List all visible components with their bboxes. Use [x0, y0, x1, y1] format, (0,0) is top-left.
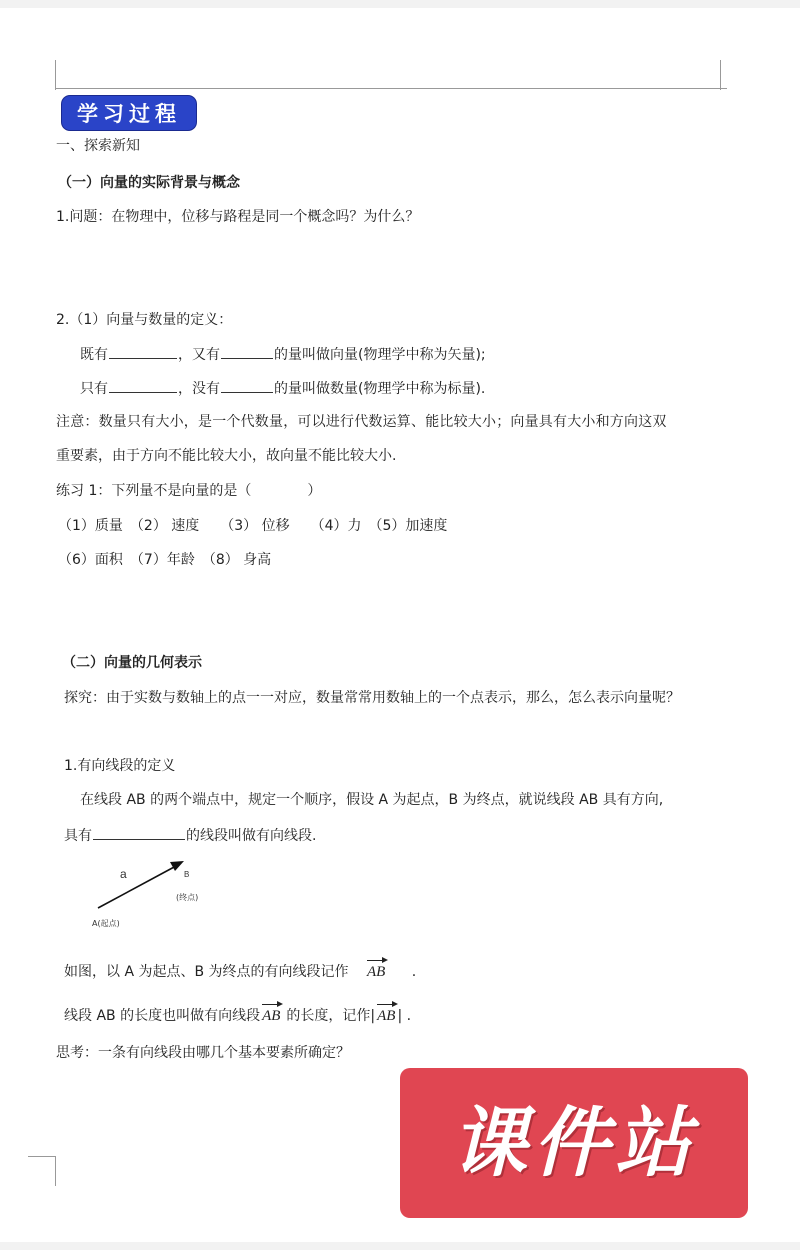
length-part-c: | . [397, 1008, 412, 1024]
def-vector-part-a: 既有 [80, 347, 108, 363]
fill-blank-3[interactable] [109, 378, 177, 393]
caption-part-a: 如图，以 A 为起点、B 为终点的有向线段记作 [64, 964, 349, 980]
fill-blank-4[interactable] [221, 378, 273, 393]
section-banner: 学习过程 [62, 96, 196, 130]
def-vector-part-b: ，又有 [178, 347, 220, 363]
definition-text-1: 在线段 AB 的两个端点中，规定一个顺序，假设 A 为起点，B 为终点，就说线段 AB 具有方向, [80, 792, 664, 808]
exercise-options-row-1: （1）质量 （2） 速度 （3） 位移 （4）力 （5）加速度 [58, 518, 448, 534]
length-part-a: 线段 AB 的长度也叫做有向线段 [64, 1008, 261, 1024]
crop-mark-bottom-left [55, 1156, 56, 1186]
fill-blank-1[interactable] [109, 344, 177, 359]
think-question: 思考：一条有向线段由哪几个基本要素所确定？ [56, 1045, 350, 1061]
definition-scalar [80, 378, 485, 399]
crop-mark-top-left [55, 60, 56, 90]
arrow-line [98, 866, 176, 908]
definition-title: 1.有向线段的定义 [64, 758, 176, 774]
vector-AB-1: AB [367, 960, 385, 982]
vector-AB-3: AB [377, 1004, 395, 1026]
watermark-stamp [400, 1068, 748, 1218]
def-scalar-part-a: 只有 [80, 381, 108, 397]
arrow-head [170, 861, 184, 871]
header-rule [55, 88, 727, 89]
crop-mark-top-right [720, 60, 721, 90]
label-start: A(起点) [92, 919, 120, 928]
def-scalar-part-c: 的量叫做数量(物理学中称为标量). [274, 381, 486, 397]
sub-heading-2: （二）向量的几何表示 [62, 655, 202, 671]
label-end: (终点) [176, 893, 199, 902]
fill-blank-2[interactable] [221, 344, 273, 359]
caption-part-b: . [411, 964, 417, 980]
def-text-2b: 的线段叫做有向线段. [186, 828, 317, 844]
exercise-options-row-2: （6）面积 （7）年龄 （8） 身高 [58, 552, 272, 568]
directed-segment-figure [80, 850, 230, 940]
exercise-title: 练习 1：下列量不是向量的是（ ） [56, 483, 322, 499]
vector-AB-2: AB [262, 1004, 280, 1026]
crop-mark-bottom-left-h [28, 1156, 55, 1157]
fill-blank-5[interactable] [93, 825, 185, 840]
question-1: 1.问题：在物理中，位移与路程是同一个概念吗？为什么？ [56, 209, 420, 225]
note-line-1: 注意：数量只有大小，是一个代数量，可以进行代数运算、能比较大小；向量具有大小和方向这双 [56, 414, 667, 430]
definition-vector [80, 344, 486, 365]
watermark-text: 课件站 [451, 1098, 697, 1187]
length-text [64, 1004, 411, 1026]
label-a: a [120, 867, 127, 881]
def-vector-part-c: 的量叫做向量(物理学中称为矢量); [274, 347, 486, 363]
definition-text-2 [64, 825, 316, 846]
heading-explore: 一、探索新知 [56, 138, 140, 154]
question-2: 2.（1）向量与数量的定义： [56, 312, 233, 328]
def-scalar-part-b: ，没有 [178, 381, 220, 397]
def-text-2a: 具有 [64, 828, 92, 844]
note-line-2: 重要素，由于方向不能比较大小，故向量不能比较大小. [56, 448, 397, 464]
label-B: B [184, 870, 190, 879]
length-part-b: 的长度，记作| [286, 1008, 376, 1024]
explore-text: 探究：由于实数与数轴上的点一一对应，数量常常用数轴上的一个点表示，那么，怎么表示向量呢？ [64, 690, 680, 706]
sub-heading-1: （一）向量的实际背景与概念 [58, 175, 240, 191]
figure-caption [64, 960, 416, 982]
